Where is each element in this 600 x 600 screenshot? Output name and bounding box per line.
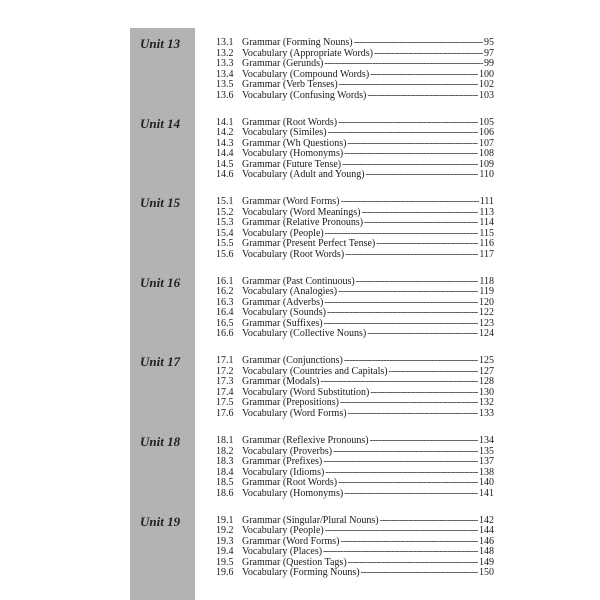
- toc-entry[interactable]: [216, 207, 494, 218]
- entry-number: 14.1: [216, 116, 234, 128]
- unit-heading: Unit 18: [140, 434, 181, 449]
- entry-number: 19.5: [216, 556, 234, 568]
- entry-number: 19.1: [216, 514, 234, 526]
- entry-number: 15.6: [216, 248, 234, 260]
- toc-entry[interactable]: [216, 408, 494, 419]
- toc-entry[interactable]: [216, 159, 494, 170]
- toc-entry[interactable]: [216, 567, 494, 578]
- entry-page-number: 122: [479, 307, 494, 319]
- dot-leader: [342, 159, 478, 170]
- toc-entry[interactable]: [216, 318, 494, 329]
- toc-entry[interactable]: [216, 328, 494, 339]
- entry-title: Vocabulary (Forming Nouns): [242, 567, 360, 579]
- dot-leader: [370, 387, 478, 398]
- toc-entry[interactable]: [216, 307, 494, 318]
- toc-entry[interactable]: [216, 228, 494, 239]
- dot-leader: [323, 546, 478, 557]
- entry-title: Grammar (Suffixes): [242, 317, 323, 329]
- entry-title: Vocabulary (Places): [242, 546, 323, 558]
- toc-entry[interactable]: [216, 297, 494, 308]
- entry-title: Vocabulary (Word Forms): [242, 407, 347, 419]
- toc-entry[interactable]: [216, 366, 494, 377]
- entry-title: Grammar (Present Perfect Tense): [242, 238, 376, 250]
- dot-leader: [341, 536, 478, 547]
- entry-title: Grammar (Future Tense): [242, 158, 342, 170]
- toc-entry[interactable]: [216, 477, 494, 488]
- entry-number: 16.3: [216, 296, 234, 308]
- entry-title: Vocabulary (Appropriate Words): [242, 47, 374, 59]
- entry-page-number: 97: [484, 47, 494, 59]
- dot-leader: [367, 90, 478, 101]
- toc-entry[interactable]: [216, 387, 494, 398]
- unit-heading: Unit 16: [140, 274, 181, 290]
- entry-page-number: 124: [479, 328, 494, 340]
- entry-number: 13.1: [216, 37, 234, 48]
- entry-number: 16.4: [216, 307, 234, 319]
- entry-number: 16.1: [216, 275, 234, 287]
- entry-page-number: 102: [479, 79, 494, 90]
- entry-title: Vocabulary (People): [242, 227, 324, 239]
- entry-title: Grammar (Adverbs): [242, 296, 324, 308]
- entry-page-number: 114: [479, 217, 494, 229]
- dot-leader: [366, 169, 479, 180]
- dot-leader: [324, 297, 478, 308]
- entry-title: Grammar (Word Forms): [242, 535, 340, 547]
- entry-title: Vocabulary (Compound Words): [242, 68, 370, 80]
- dot-leader: [364, 217, 478, 228]
- toc-entry[interactable]: [216, 90, 494, 101]
- entry-number: 16.2: [216, 286, 234, 298]
- entry-title: Vocabulary (Collective Nouns): [242, 328, 367, 340]
- toc-entry[interactable]: [216, 48, 494, 59]
- toc-entry[interactable]: [216, 376, 494, 387]
- toc-entry[interactable]: [216, 546, 494, 557]
- entry-page-number: 141: [479, 487, 494, 499]
- entry-title: Grammar (Conjunctions): [242, 355, 343, 367]
- dot-leader: [361, 567, 478, 578]
- entry-title: Vocabulary (Idioms): [242, 466, 325, 478]
- entry-number: 17.1: [216, 355, 234, 367]
- dot-leader: [344, 488, 478, 499]
- dot-leader: [380, 515, 478, 526]
- entry-page-number: 118: [479, 275, 494, 287]
- toc-entry[interactable]: [216, 525, 494, 536]
- entry-number: 16.5: [216, 317, 234, 329]
- entry-page-number: 142: [479, 514, 494, 526]
- toc-entry[interactable]: [216, 355, 494, 366]
- dot-leader: [340, 397, 478, 408]
- entry-number: 13.5: [216, 79, 234, 90]
- entry-number: 18.2: [216, 445, 234, 457]
- entry-number: 15.5: [216, 238, 234, 250]
- entry-number: 14.6: [216, 169, 234, 181]
- unit-heading: Unit 13: [140, 36, 181, 51]
- entry-number: 19.4: [216, 546, 234, 558]
- entry-page-number: 125: [479, 355, 494, 367]
- entry-number: 17.6: [216, 407, 234, 419]
- entry-page-number: 110: [479, 169, 494, 181]
- dot-leader: [361, 207, 478, 218]
- entry-title: Vocabulary (Word Meanings): [242, 206, 361, 218]
- entry-title: Vocabulary (Countries and Capitals): [242, 365, 388, 377]
- entry-page-number: 109: [479, 158, 494, 170]
- entry-page-number: 113: [479, 206, 494, 218]
- entry-title: Vocabulary (Sounds): [242, 307, 326, 319]
- dot-leader: [345, 249, 478, 260]
- entry-number: 19.3: [216, 535, 234, 547]
- toc-entry[interactable]: [216, 196, 494, 207]
- entry-title: Grammar (Root Words): [242, 477, 338, 488]
- entry-number: 18.4: [216, 466, 234, 478]
- entry-number: 19.2: [216, 525, 234, 537]
- toc-entry[interactable]: [216, 397, 494, 408]
- unit-heading: Unit 14: [140, 115, 181, 131]
- entry-title: Grammar (Relative Pronouns): [242, 217, 364, 229]
- entry-number: 14.2: [216, 127, 234, 139]
- entry-page-number: 116: [479, 238, 494, 250]
- dot-leader: [323, 456, 478, 467]
- entry-title: Grammar (Root Words): [242, 116, 338, 128]
- entry-page-number: 111: [479, 196, 494, 208]
- entry-page-number: 134: [479, 435, 494, 446]
- entry-number: 17.3: [216, 376, 234, 388]
- entry-title: Vocabulary (People): [242, 525, 324, 537]
- toc-entry[interactable]: [216, 467, 494, 478]
- entry-page-number: 119: [479, 286, 494, 298]
- entry-page-number: 105: [479, 116, 494, 128]
- entry-page-number: 117: [479, 248, 494, 260]
- entry-title: Vocabulary (Homonyms): [242, 148, 344, 160]
- dot-leader: [325, 525, 478, 536]
- entry-page-number: 103: [479, 89, 494, 101]
- entry-number: 18.3: [216, 456, 234, 467]
- toc-entry[interactable]: [216, 276, 494, 287]
- entry-page-number: 123: [479, 317, 494, 329]
- entry-number: 14.5: [216, 158, 234, 170]
- entry-title: Vocabulary (Word Substitution): [242, 386, 370, 398]
- dot-leader: [367, 328, 478, 339]
- entry-page-number: 150: [479, 567, 494, 579]
- entry-page-number: 137: [479, 456, 494, 467]
- entry-title: Grammar (Prefixes): [242, 456, 323, 467]
- dot-leader: [348, 557, 478, 568]
- entry-number: 13.4: [216, 68, 234, 80]
- dot-leader: [327, 307, 478, 318]
- dot-leader: [348, 408, 478, 419]
- toc-entry[interactable]: [216, 79, 494, 90]
- toc-entry[interactable]: [216, 148, 494, 159]
- entry-number: 17.2: [216, 365, 234, 377]
- entry-number: 14.4: [216, 148, 234, 160]
- entry-page-number: 128: [479, 376, 494, 388]
- toc-entry[interactable]: [216, 249, 494, 260]
- entry-page-number: 144: [479, 525, 494, 537]
- toc-entry[interactable]: [216, 536, 494, 547]
- entry-page-number: 127: [479, 365, 494, 377]
- toc-entry[interactable]: [216, 435, 494, 446]
- entry-number: 13.6: [216, 89, 234, 101]
- entry-title: Vocabulary (Analogies): [242, 286, 338, 298]
- entry-title: Vocabulary (Adult and Young): [242, 169, 365, 181]
- toc-entry[interactable]: [216, 138, 494, 149]
- entry-number: 15.1: [216, 196, 234, 208]
- toc-entry[interactable]: [216, 127, 494, 138]
- toc-entry[interactable]: [216, 446, 494, 457]
- entry-title: Vocabulary (Homonyms): [242, 487, 344, 499]
- entry-page-number: 148: [479, 546, 494, 558]
- toc-entry[interactable]: [216, 169, 494, 180]
- dot-leader: [325, 467, 478, 478]
- entry-title: Vocabulary (Similes): [242, 127, 327, 139]
- dot-leader: [341, 196, 479, 207]
- dot-leader: [338, 286, 478, 297]
- entry-page-number: 132: [479, 397, 494, 409]
- entry-title: Grammar (Modals): [242, 376, 320, 388]
- toc-entry[interactable]: [216, 488, 494, 499]
- entry-title: Grammar (Forming Nouns): [242, 37, 353, 48]
- entry-page-number: 133: [479, 407, 494, 419]
- entry-number: 17.4: [216, 386, 234, 398]
- entry-page-number: 135: [479, 445, 494, 457]
- dot-leader: [370, 69, 478, 80]
- entry-number: 15.3: [216, 217, 234, 229]
- entry-number: 18.5: [216, 477, 234, 488]
- dot-leader: [374, 48, 483, 59]
- toc-entry[interactable]: [216, 456, 494, 467]
- entry-page-number: 120: [479, 296, 494, 308]
- entry-page-number: 107: [479, 137, 494, 149]
- entry-page-number: 115: [479, 227, 494, 239]
- entry-page-number: 108: [479, 148, 494, 160]
- toc-entry[interactable]: [216, 117, 494, 128]
- dot-leader: [338, 477, 478, 488]
- entry-number: 14.3: [216, 137, 234, 149]
- entry-page-number: 100: [479, 68, 494, 80]
- dot-leader: [333, 446, 478, 457]
- toc-entry[interactable]: [216, 37, 494, 48]
- entry-title: Vocabulary (Confusing Words): [242, 89, 367, 101]
- entry-number: 19.6: [216, 567, 234, 579]
- unit-heading: Unit 17: [140, 354, 181, 370]
- entry-title: Grammar (Prepositions): [242, 397, 339, 409]
- dot-leader: [354, 37, 483, 48]
- dot-leader: [370, 435, 478, 446]
- toc-entry[interactable]: [216, 217, 494, 228]
- entry-number: 18.1: [216, 435, 234, 446]
- dot-leader: [376, 238, 478, 249]
- entry-page-number: 138: [479, 466, 494, 478]
- dot-leader: [389, 366, 478, 377]
- dot-leader: [325, 228, 479, 239]
- dot-leader: [347, 138, 478, 149]
- dot-leader: [356, 276, 479, 287]
- entry-number: 13.3: [216, 58, 234, 69]
- entry-number: 18.6: [216, 487, 234, 499]
- toc-entry[interactable]: [216, 557, 494, 568]
- entry-page-number: 95: [484, 37, 494, 48]
- entry-title: Vocabulary (Root Words): [242, 248, 345, 260]
- entry-number: 13.2: [216, 47, 234, 59]
- entry-title: Grammar (Verb Tenses): [242, 79, 338, 90]
- entry-title: Grammar (Wh Questions): [242, 137, 347, 149]
- dot-leader: [320, 376, 478, 387]
- unit-heading: Unit 15: [140, 195, 181, 211]
- entry-title: Grammar (Gerunds): [242, 58, 324, 69]
- dot-leader: [344, 355, 478, 366]
- entry-page-number: 106: [479, 127, 494, 139]
- dot-leader: [338, 117, 478, 128]
- toc-entry[interactable]: [216, 58, 494, 69]
- unit-heading: Unit 19: [140, 513, 181, 529]
- entry-title: Grammar (Question Tags): [242, 556, 347, 568]
- entry-page-number: 99: [484, 58, 494, 69]
- entry-number: 15.4: [216, 227, 234, 239]
- dot-leader: [328, 127, 478, 138]
- dot-leader: [344, 148, 478, 159]
- entry-number: 15.2: [216, 206, 234, 218]
- toc-entry[interactable]: [216, 69, 494, 80]
- entry-title: Grammar (Word Forms): [242, 196, 340, 208]
- dot-leader: [339, 79, 478, 90]
- entry-title: Grammar (Reflexive Pronouns): [242, 435, 369, 446]
- entry-page-number: 130: [479, 386, 494, 398]
- entry-title: Vocabulary (Proverbs): [242, 445, 333, 457]
- dot-leader: [324, 318, 478, 329]
- entry-number: 16.6: [216, 328, 234, 340]
- entry-page-number: 146: [479, 535, 494, 547]
- entry-title: Grammar (Singular/Plural Nouns): [242, 514, 379, 526]
- dot-leader: [324, 58, 483, 69]
- toc-entry[interactable]: [216, 515, 494, 526]
- toc-entry[interactable]: [216, 238, 494, 249]
- entry-page-number: 149: [479, 556, 494, 568]
- entry-page-number: 140: [479, 477, 494, 488]
- toc-entry[interactable]: [216, 286, 494, 297]
- entry-title: Grammar (Past Continuous): [242, 275, 355, 287]
- entry-number: 17.5: [216, 397, 234, 409]
